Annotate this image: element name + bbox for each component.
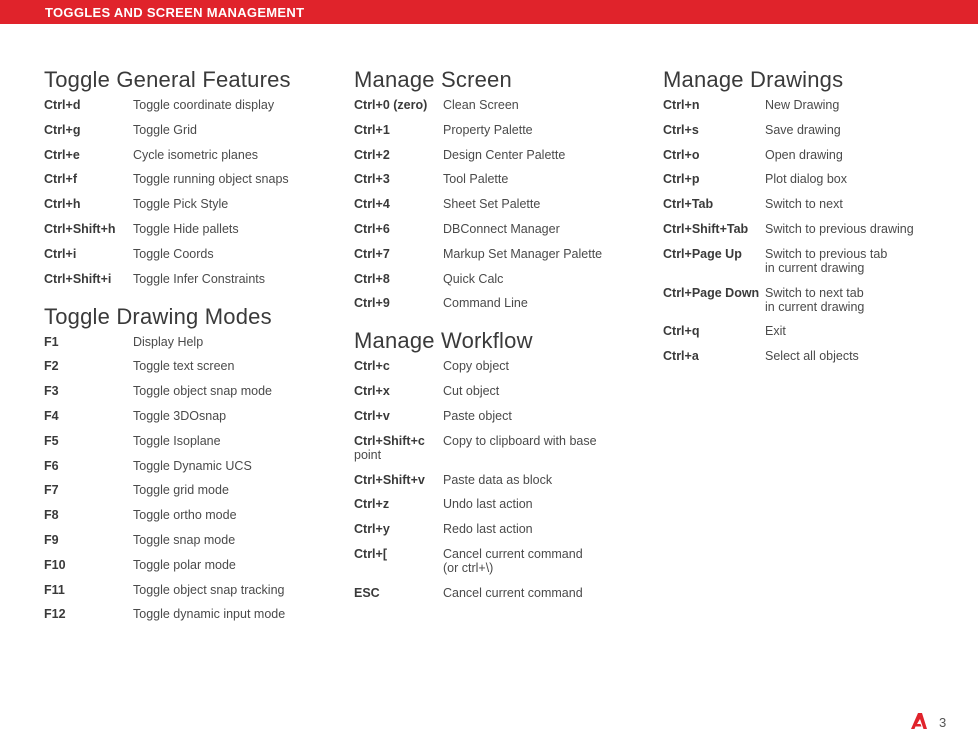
shortcut-row [44, 508, 334, 522]
shortcut-row [354, 497, 644, 511]
shortcut-row [44, 272, 334, 286]
shortcut-key: F8 [44, 508, 59, 523]
shortcut-key: Ctrl+Shift+c [354, 433, 425, 448]
shortcut-description: Toggle coordinate display [133, 98, 275, 112]
shortcut-row [44, 98, 334, 112]
shortcut-row [354, 296, 644, 310]
shortcut-description: Display Help [133, 334, 204, 349]
shortcut-description: Markup Set Manager Palette [443, 246, 603, 261]
section-title: Manage Workflow [354, 328, 533, 354]
shortcut-description: Toggle dynamic input mode [133, 607, 286, 622]
shortcut-description: Cycle isometric planes [133, 147, 259, 162]
shortcut-key: Ctrl+p [663, 172, 700, 187]
shortcut-key: Ctrl+a [663, 349, 699, 364]
header-bar [0, 0, 978, 24]
shortcut-key: F11 [44, 582, 65, 597]
shortcut-key: Ctrl+x [354, 384, 390, 399]
shortcut-description: Toggle 3DOsnap [133, 408, 227, 423]
shortcut-row [354, 522, 644, 536]
shortcut-key: Ctrl+Shift+v [354, 472, 425, 487]
shortcut-list [44, 98, 334, 286]
shortcut-description: Toggle polar mode [133, 557, 236, 572]
shortcut-key: F12 [44, 607, 66, 622]
shortcut-row [44, 172, 334, 186]
shortcut-row [44, 607, 334, 621]
shortcut-description: Toggle object snap tracking [133, 582, 285, 597]
shortcut-description: Design Center Palette [443, 147, 566, 162]
section-title: Manage Drawings [663, 67, 844, 92]
shortcut-row [44, 459, 334, 473]
shortcut-key: F5 [44, 433, 59, 448]
shortcut-description: Toggle running object snaps [133, 172, 289, 187]
shortcut-key: F9 [44, 532, 59, 547]
shortcut-description: Save drawing [765, 122, 841, 137]
shortcut-key: ESC [354, 585, 380, 600]
shortcut-row [354, 172, 644, 186]
shortcut-key: Ctrl+h [44, 197, 81, 212]
shortcut-row [44, 197, 334, 211]
section-title: Manage Screen [354, 67, 512, 92]
shortcut-row [44, 247, 334, 261]
shortcut-description: Quick Calc [443, 271, 504, 286]
shortcut-list [354, 98, 644, 310]
header-title: TOGGLES AND SCREEN MANAGEMENT [45, 5, 305, 20]
shortcut-key: Ctrl+[ [354, 546, 387, 561]
shortcut-key: F4 [44, 408, 59, 423]
shortcut-description: Switch to next [765, 197, 843, 212]
shortcut-key: Ctrl+Shift+h [44, 221, 116, 236]
shortcut-key: F7 [44, 483, 59, 498]
shortcut-key: Ctrl+z [354, 497, 390, 512]
shortcut-key: Ctrl+3 [354, 172, 390, 187]
shortcut-row [663, 349, 963, 363]
page-number: 3 [939, 715, 947, 730]
section-manage-screen [354, 66, 644, 310]
shortcut-description: Exit [765, 324, 786, 339]
shortcut-key: Ctrl+s [663, 122, 699, 137]
shortcut-description: Toggle Coords [133, 246, 214, 261]
shortcut-row [663, 324, 963, 338]
shortcut-key: Ctrl+8 [354, 271, 390, 286]
shortcut-row [663, 197, 963, 211]
shortcut-description: Redo last action [443, 522, 533, 537]
shortcut-row [663, 148, 963, 162]
shortcut-row [44, 558, 334, 572]
shortcut-description: Cancel current command [443, 585, 583, 600]
shortcut-row [354, 409, 644, 423]
shortcut-description: Paste data as block [443, 472, 553, 487]
shortcut-key: Ctrl+Shift+Tab [663, 221, 749, 236]
shortcut-row [354, 272, 644, 286]
shortcut-row [44, 434, 334, 448]
shortcut-key: Ctrl+2 [354, 147, 390, 162]
shortcut-key: Ctrl+n [663, 98, 700, 112]
shortcut-description: Switch to next tab in current drawing [765, 285, 865, 314]
shortcut-row [354, 434, 644, 462]
shortcut-description: Toggle text screen [133, 359, 235, 374]
shortcut-key: Ctrl+q [663, 324, 700, 339]
shortcut-key: F1 [44, 334, 59, 349]
shortcut-key: Ctrl+4 [354, 197, 390, 212]
shortcut-row [663, 98, 963, 112]
shortcut-key: Ctrl+9 [354, 296, 390, 311]
shortcut-description: Cut object [443, 384, 500, 399]
shortcut-key: Ctrl+v [354, 408, 390, 423]
shortcut-description: Toggle object snap mode [133, 384, 272, 399]
shortcut-description-continued: point [354, 447, 382, 462]
shortcut-description: Copy to clipboard with base [443, 433, 597, 448]
shortcut-description: Toggle Infer Constraints [133, 271, 266, 286]
shortcut-row [44, 533, 334, 547]
shortcut-key: Ctrl+Page Down [663, 285, 760, 300]
column-right [663, 66, 963, 380]
shortcut-key: Ctrl+Page Up [663, 246, 742, 261]
shortcut-description: New Drawing [765, 98, 840, 112]
section-manage-workflow [354, 327, 644, 599]
section-title: Toggle General Features [44, 67, 291, 92]
section-title: Toggle Drawing Modes [44, 303, 272, 329]
shortcut-description: Toggle ortho mode [133, 508, 237, 523]
shortcut-description: Sheet Set Palette [443, 197, 541, 212]
shortcut-row [44, 148, 334, 162]
shortcut-description: Property Palette [443, 122, 533, 137]
shortcut-row [354, 547, 644, 575]
shortcut-key: Ctrl+0 (zero) [354, 98, 428, 112]
shortcut-row [44, 409, 334, 423]
shortcut-row [663, 247, 963, 275]
shortcut-description: Cancel current command (or ctrl+\) [443, 546, 583, 575]
shortcut-key: F2 [44, 359, 59, 374]
column-left [44, 66, 334, 638]
shortcut-key: Ctrl+e [44, 147, 80, 162]
section-toggle-drawing-modes [44, 303, 334, 622]
shortcut-key: Ctrl+c [354, 359, 390, 374]
section-manage-drawings [663, 66, 963, 363]
shortcut-description: Toggle Pick Style [133, 197, 229, 212]
shortcut-key: F10 [44, 557, 66, 572]
shortcut-row [354, 123, 644, 137]
section-toggle-general-features [44, 66, 334, 286]
shortcut-key: F6 [44, 458, 59, 473]
shortcut-description: Clean Screen [443, 98, 519, 112]
shortcut-row [354, 384, 644, 398]
shortcut-description: Toggle Hide pallets [133, 221, 239, 236]
shortcut-description: Copy object [443, 359, 510, 374]
shortcut-description: Toggle snap mode [133, 532, 236, 547]
shortcut-row [44, 583, 334, 597]
shortcut-description: DBConnect Manager [443, 221, 560, 236]
shortcut-description: Command Line [443, 296, 528, 311]
shortcut-description: Select all objects [765, 349, 859, 364]
shortcut-row [354, 197, 644, 211]
shortcut-description: Toggle grid mode [133, 483, 229, 498]
shortcut-description: Toggle Grid [133, 122, 197, 137]
shortcut-key: Ctrl+d [44, 98, 81, 112]
shortcut-row [354, 98, 644, 112]
shortcut-description: Open drawing [765, 147, 843, 162]
shortcut-key: Ctrl+y [354, 522, 390, 537]
shortcut-key: Ctrl+o [663, 147, 700, 162]
shortcut-row [44, 483, 334, 497]
column-middle [354, 66, 644, 617]
shortcut-row [44, 222, 334, 236]
shortcut-key: Ctrl+1 [354, 122, 390, 137]
shortcut-row [354, 247, 644, 261]
shortcut-description: Undo last action [443, 497, 533, 512]
shortcut-description: Plot dialog box [765, 172, 848, 187]
shortcut-key: Ctrl+g [44, 122, 81, 137]
shortcut-list [663, 98, 963, 363]
shortcut-list [354, 359, 644, 599]
shortcut-key: Ctrl+Shift+i [44, 271, 112, 286]
shortcut-row [44, 359, 334, 373]
shortcut-key: Ctrl+i [44, 246, 77, 261]
shortcut-key: Ctrl+7 [354, 246, 390, 261]
shortcut-key: Ctrl+Tab [663, 197, 714, 212]
shortcut-row [44, 384, 334, 398]
shortcut-row [663, 222, 963, 236]
shortcut-description: Tool Palette [443, 172, 509, 187]
shortcut-row [354, 222, 644, 236]
shortcut-description: Switch to previous drawing [765, 221, 914, 236]
shortcut-key: Ctrl+6 [354, 221, 390, 236]
shortcut-row [663, 123, 963, 137]
shortcut-row [354, 586, 644, 600]
shortcut-row [354, 359, 644, 373]
shortcut-key: F3 [44, 384, 59, 399]
shortcut-list [44, 335, 334, 622]
shortcut-row [44, 123, 334, 137]
autodesk-a-logo-icon [911, 713, 927, 729]
shortcut-description: Switch to previous tab in current drawing [765, 246, 888, 275]
shortcut-row [44, 335, 334, 349]
shortcut-key: Ctrl+f [44, 172, 77, 187]
shortcut-description: Paste object [443, 408, 512, 423]
shortcut-row [663, 286, 963, 314]
shortcut-row [663, 172, 963, 186]
shortcut-row [354, 473, 644, 487]
shortcut-description: Toggle Isoplane [133, 433, 221, 448]
shortcut-description: Toggle Dynamic UCS [133, 458, 252, 473]
shortcut-row [354, 148, 644, 162]
